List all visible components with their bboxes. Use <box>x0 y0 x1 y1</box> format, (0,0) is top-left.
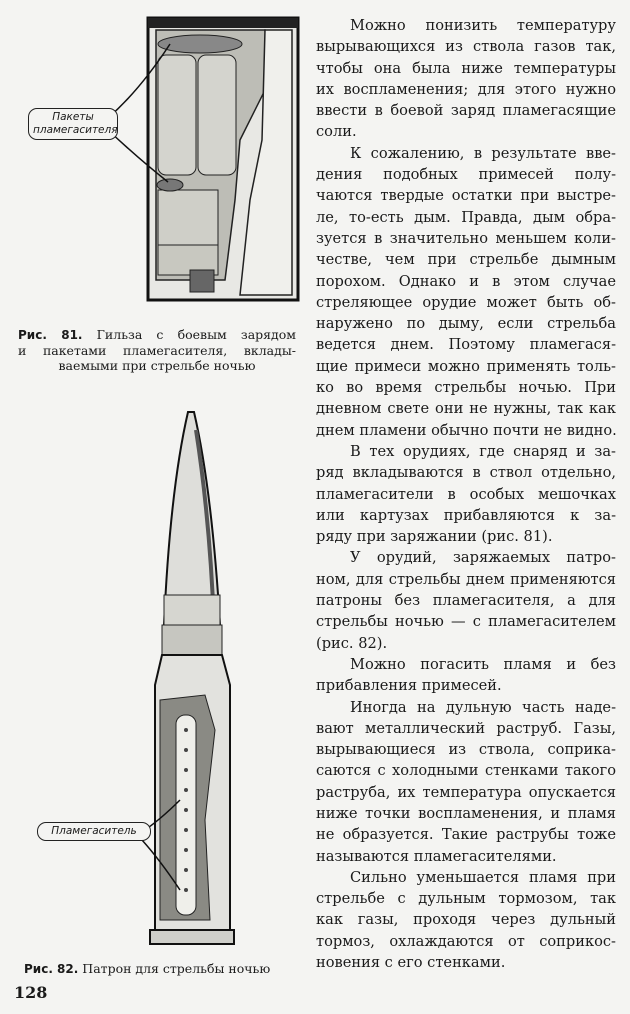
text-line: днем пламени обычно почти не видно. <box>316 421 617 439</box>
text-line: патроны без пламегасителя, а для <box>316 592 616 610</box>
figure-82-cartridge-illustration <box>0 400 300 960</box>
callout-flame-arrester <box>37 822 151 841</box>
text-line: чтобы она была ниже температуры <box>316 59 616 77</box>
text-line: чаются твердые остатки при выстре- <box>316 187 616 205</box>
text-line: ко во время стрельбы ночью. При <box>316 379 616 397</box>
figure-82-caption <box>24 961 286 977</box>
paragraph <box>316 654 616 697</box>
text-line: ном, для стрельбы днем применяются <box>316 570 616 588</box>
text-line: тормоз, охлаждаются от соприкос- <box>316 932 616 950</box>
paragraph <box>316 867 616 973</box>
text-line: У орудий, заряжаемых патро- <box>350 549 616 567</box>
callout-line: Пакеты <box>52 111 94 123</box>
paragraph <box>316 15 616 143</box>
text-line: Можно понизить температуру <box>350 17 616 34</box>
text-line: или картузах прибавляются к за- <box>316 506 616 524</box>
figure-number: Рис. 82. <box>24 962 79 976</box>
text-line: новения с его стенками. <box>316 954 506 972</box>
text-line: Сильно уменьшается пламя при <box>350 868 616 886</box>
text-line: (рис. 82). <box>316 634 388 652</box>
text-line: стреляющее орудие может быть об- <box>316 293 616 311</box>
body-text-column <box>316 15 616 973</box>
paragraph <box>316 697 616 867</box>
text-line: ле, то-есть дым. Правда, дым обра- <box>316 208 616 226</box>
text-line: дневном свете они не нужны, так как <box>316 400 616 418</box>
text-line: ввести в боевой заряд пламегасящие <box>316 102 616 120</box>
text-line: ряд вкладываются в ствол отдельно, <box>316 464 616 482</box>
text-line: вырывающиеся из ствола, соприка- <box>316 741 616 759</box>
text-line: саются с холодными стенками такого <box>316 762 616 780</box>
text-line: Иногда на дульную часть наде- <box>350 698 616 716</box>
callout-line: пламегасителя <box>33 124 118 136</box>
figure-81-caption <box>18 327 296 373</box>
text-line: пламегасители в особых мешочках <box>316 485 616 503</box>
text-line: порохом. Однако и в этом случае <box>316 272 616 290</box>
text-line: соли. <box>316 123 357 141</box>
text-line: ведется днем. Поэтому пламегася- <box>316 336 616 354</box>
text-line: щие примеси можно применять толь- <box>316 357 616 375</box>
text-line: как газы, проходя через дульный <box>316 911 616 929</box>
text-line: ряду при заряжании (рис. 81). <box>316 528 553 546</box>
text-line: называются пламегасителями. <box>316 847 557 865</box>
figure-number: Рис. 81. <box>18 328 83 342</box>
text-line: раструба, их температура опускается <box>316 783 616 801</box>
text-line: не образуется. Такие раструбы тоже <box>316 826 616 844</box>
text-line: стрельбе с дульным тормозом, так <box>316 890 616 908</box>
paragraph <box>316 441 616 547</box>
text-line: зуется в значительно меньшем коли- <box>316 229 616 247</box>
figure-81-cartridge-case-illustration <box>0 0 300 310</box>
text-line: вырывающихся из ствола газов так, <box>316 38 616 56</box>
text-line: наружено по дыму, если стрельба <box>316 315 616 333</box>
text-line: К сожалению, в результате вве- <box>350 144 616 162</box>
text-line: ниже точки воспламенения, и пламя <box>316 804 616 822</box>
caption-text: Патрон для стрельбы ночью <box>82 961 271 976</box>
text-line: прибавления примесей. <box>316 677 502 695</box>
text-line: стрельбы ночью — с пламегасителем <box>316 613 616 631</box>
paragraph <box>316 143 616 441</box>
text-line: Можно погасить пламя и без <box>350 655 616 673</box>
caption-line: ваемыми при стрельбе ночью <box>58 358 256 373</box>
text-line: вают металлический раструб. Газы, <box>316 719 616 737</box>
page-number: 128 <box>14 983 48 1002</box>
text-line: В тех орудиях, где снаряд и за- <box>350 442 616 460</box>
callout-line: Пламегаситель <box>51 825 137 837</box>
text-line: дения подобных примесей полу- <box>316 166 616 184</box>
paragraph <box>316 547 616 653</box>
text-line: их воспламенения; для этого нужно <box>316 80 616 98</box>
caption-text: Гильза с боевым зарядом <box>96 327 296 342</box>
caption-line <box>18 327 296 343</box>
caption-line: и пакетами пламегасителя, вклады- <box>18 343 296 358</box>
callout-flame-arrester-packets <box>28 108 118 140</box>
text-line: честве, чем при стрельбе дымным <box>316 251 616 269</box>
